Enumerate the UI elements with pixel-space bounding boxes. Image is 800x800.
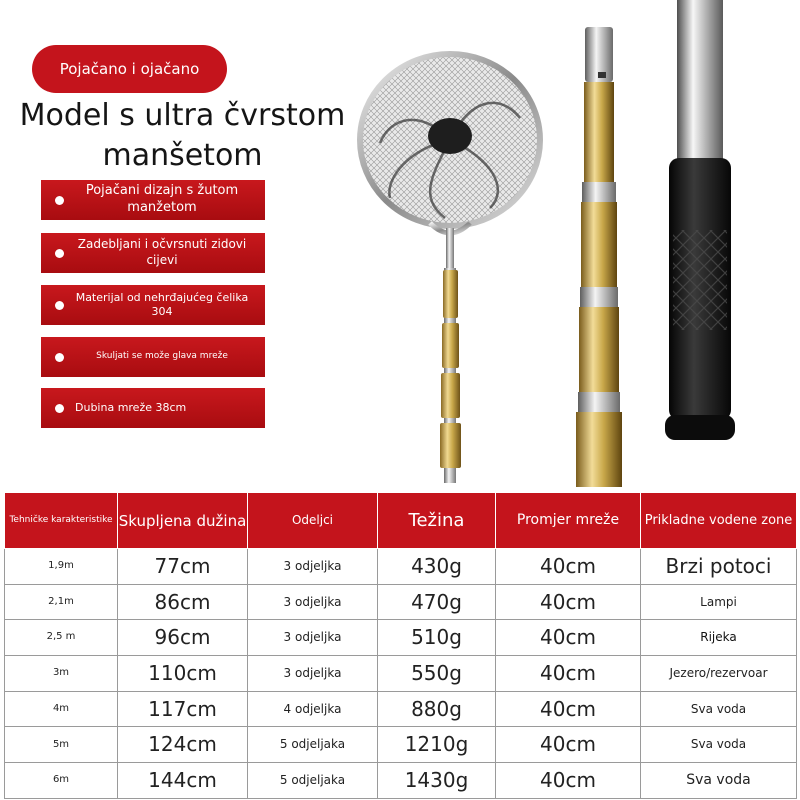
handle-grip-image bbox=[655, 0, 745, 442]
cell-length: 2,1m bbox=[5, 584, 118, 620]
cell-length: 1,9m bbox=[5, 549, 118, 585]
cell-zone: Brzi potoci bbox=[641, 549, 797, 585]
cell-sections: 3 odjeljka bbox=[248, 656, 378, 692]
table-row bbox=[5, 584, 797, 620]
cell-weight: 550g bbox=[378, 656, 496, 692]
feature-item bbox=[41, 337, 265, 377]
cell-length: 6m bbox=[5, 763, 118, 799]
cell-collapsed: 77cm bbox=[118, 549, 248, 585]
cell-sections: 3 odjeljka bbox=[248, 549, 378, 585]
col-header-collapsed-length: Skupljena dužina bbox=[118, 493, 248, 549]
col-header-sections: Odeljci bbox=[248, 493, 378, 549]
cell-length: 4m bbox=[5, 691, 118, 727]
col-header-weight: Težina bbox=[378, 493, 496, 549]
cell-length: 2,5 m bbox=[5, 620, 118, 656]
bullet-dot-icon bbox=[55, 353, 64, 362]
feature-label: Materijal od nehrđajućeg čelika 304 bbox=[75, 290, 249, 318]
cell-collapsed: 96cm bbox=[118, 620, 248, 656]
cell-weight: 880g bbox=[378, 691, 496, 727]
cell-zone: Lampi bbox=[641, 584, 797, 620]
cell-sections: 4 odjeljka bbox=[248, 691, 378, 727]
cell-weight: 510g bbox=[378, 620, 496, 656]
cell-diameter: 40cm bbox=[496, 620, 641, 656]
bullet-dot-icon bbox=[55, 249, 64, 258]
feature-item bbox=[41, 388, 265, 428]
feature-item bbox=[41, 233, 265, 273]
cell-collapsed: 144cm bbox=[118, 763, 248, 799]
cell-zone: Sva voda bbox=[641, 763, 797, 799]
bullet-dot-icon bbox=[55, 404, 64, 413]
cell-length: 5m bbox=[5, 727, 118, 763]
table-row bbox=[5, 656, 797, 692]
cell-sections: 5 odjeljaka bbox=[248, 727, 378, 763]
cell-sections: 3 odjeljka bbox=[248, 620, 378, 656]
feature-label: Skuljati se može glava mreže bbox=[96, 351, 228, 362]
bullet-dot-icon bbox=[55, 301, 64, 310]
cell-zone: Rijeka bbox=[641, 620, 797, 656]
cell-collapsed: 110cm bbox=[118, 656, 248, 692]
feature-item bbox=[41, 285, 265, 325]
cell-zone: Jezero/rezervoar bbox=[641, 656, 797, 692]
feature-label: Dubina mreže 38cm bbox=[75, 400, 187, 414]
cell-diameter: 40cm bbox=[496, 656, 641, 692]
table-row bbox=[5, 727, 797, 763]
cell-sections: 3 odjeljka bbox=[248, 584, 378, 620]
spec-table bbox=[4, 492, 797, 799]
cell-collapsed: 86cm bbox=[118, 584, 248, 620]
feature-label: Zadebljani i očvrsnuti zidovi cijevi bbox=[77, 237, 247, 267]
feature-label: Pojačani dizajn s žutom manžetom bbox=[85, 183, 239, 215]
cell-diameter: 40cm bbox=[496, 584, 641, 620]
cell-weight: 1210g bbox=[378, 727, 496, 763]
cell-collapsed: 124cm bbox=[118, 727, 248, 763]
cell-diameter: 40cm bbox=[496, 727, 641, 763]
table-row bbox=[5, 620, 797, 656]
cell-weight: 1430g bbox=[378, 763, 496, 799]
cell-weight: 470g bbox=[378, 584, 496, 620]
cell-zone: Sva voda bbox=[641, 691, 797, 727]
cell-collapsed: 117cm bbox=[118, 691, 248, 727]
cell-diameter: 40cm bbox=[496, 691, 641, 727]
cell-diameter: 40cm bbox=[496, 763, 641, 799]
landing-net-image bbox=[350, 48, 565, 493]
collapsed-pole-image bbox=[570, 22, 630, 494]
table-row bbox=[5, 763, 797, 799]
cell-diameter: 40cm bbox=[496, 549, 641, 585]
promo-badge: Pojačano i ojačano bbox=[32, 45, 227, 93]
cell-weight: 430g bbox=[378, 549, 496, 585]
col-header-net-diameter: Promjer mreže bbox=[496, 493, 641, 549]
feature-item bbox=[41, 180, 265, 220]
bullet-dot-icon bbox=[55, 196, 64, 205]
table-row bbox=[5, 549, 797, 585]
table-row bbox=[5, 691, 797, 727]
cell-length: 3m bbox=[5, 656, 118, 692]
cell-sections: 5 odjeljaka bbox=[248, 763, 378, 799]
col-header-water-zones: Prikladne vodene zone bbox=[641, 493, 797, 549]
headline: Model s ultra čvrstom manšetom bbox=[19, 98, 346, 173]
table-header-row bbox=[5, 493, 797, 549]
cell-zone: Sva voda bbox=[641, 727, 797, 763]
col-header-specs: Tehničke karakteristike bbox=[5, 493, 118, 549]
